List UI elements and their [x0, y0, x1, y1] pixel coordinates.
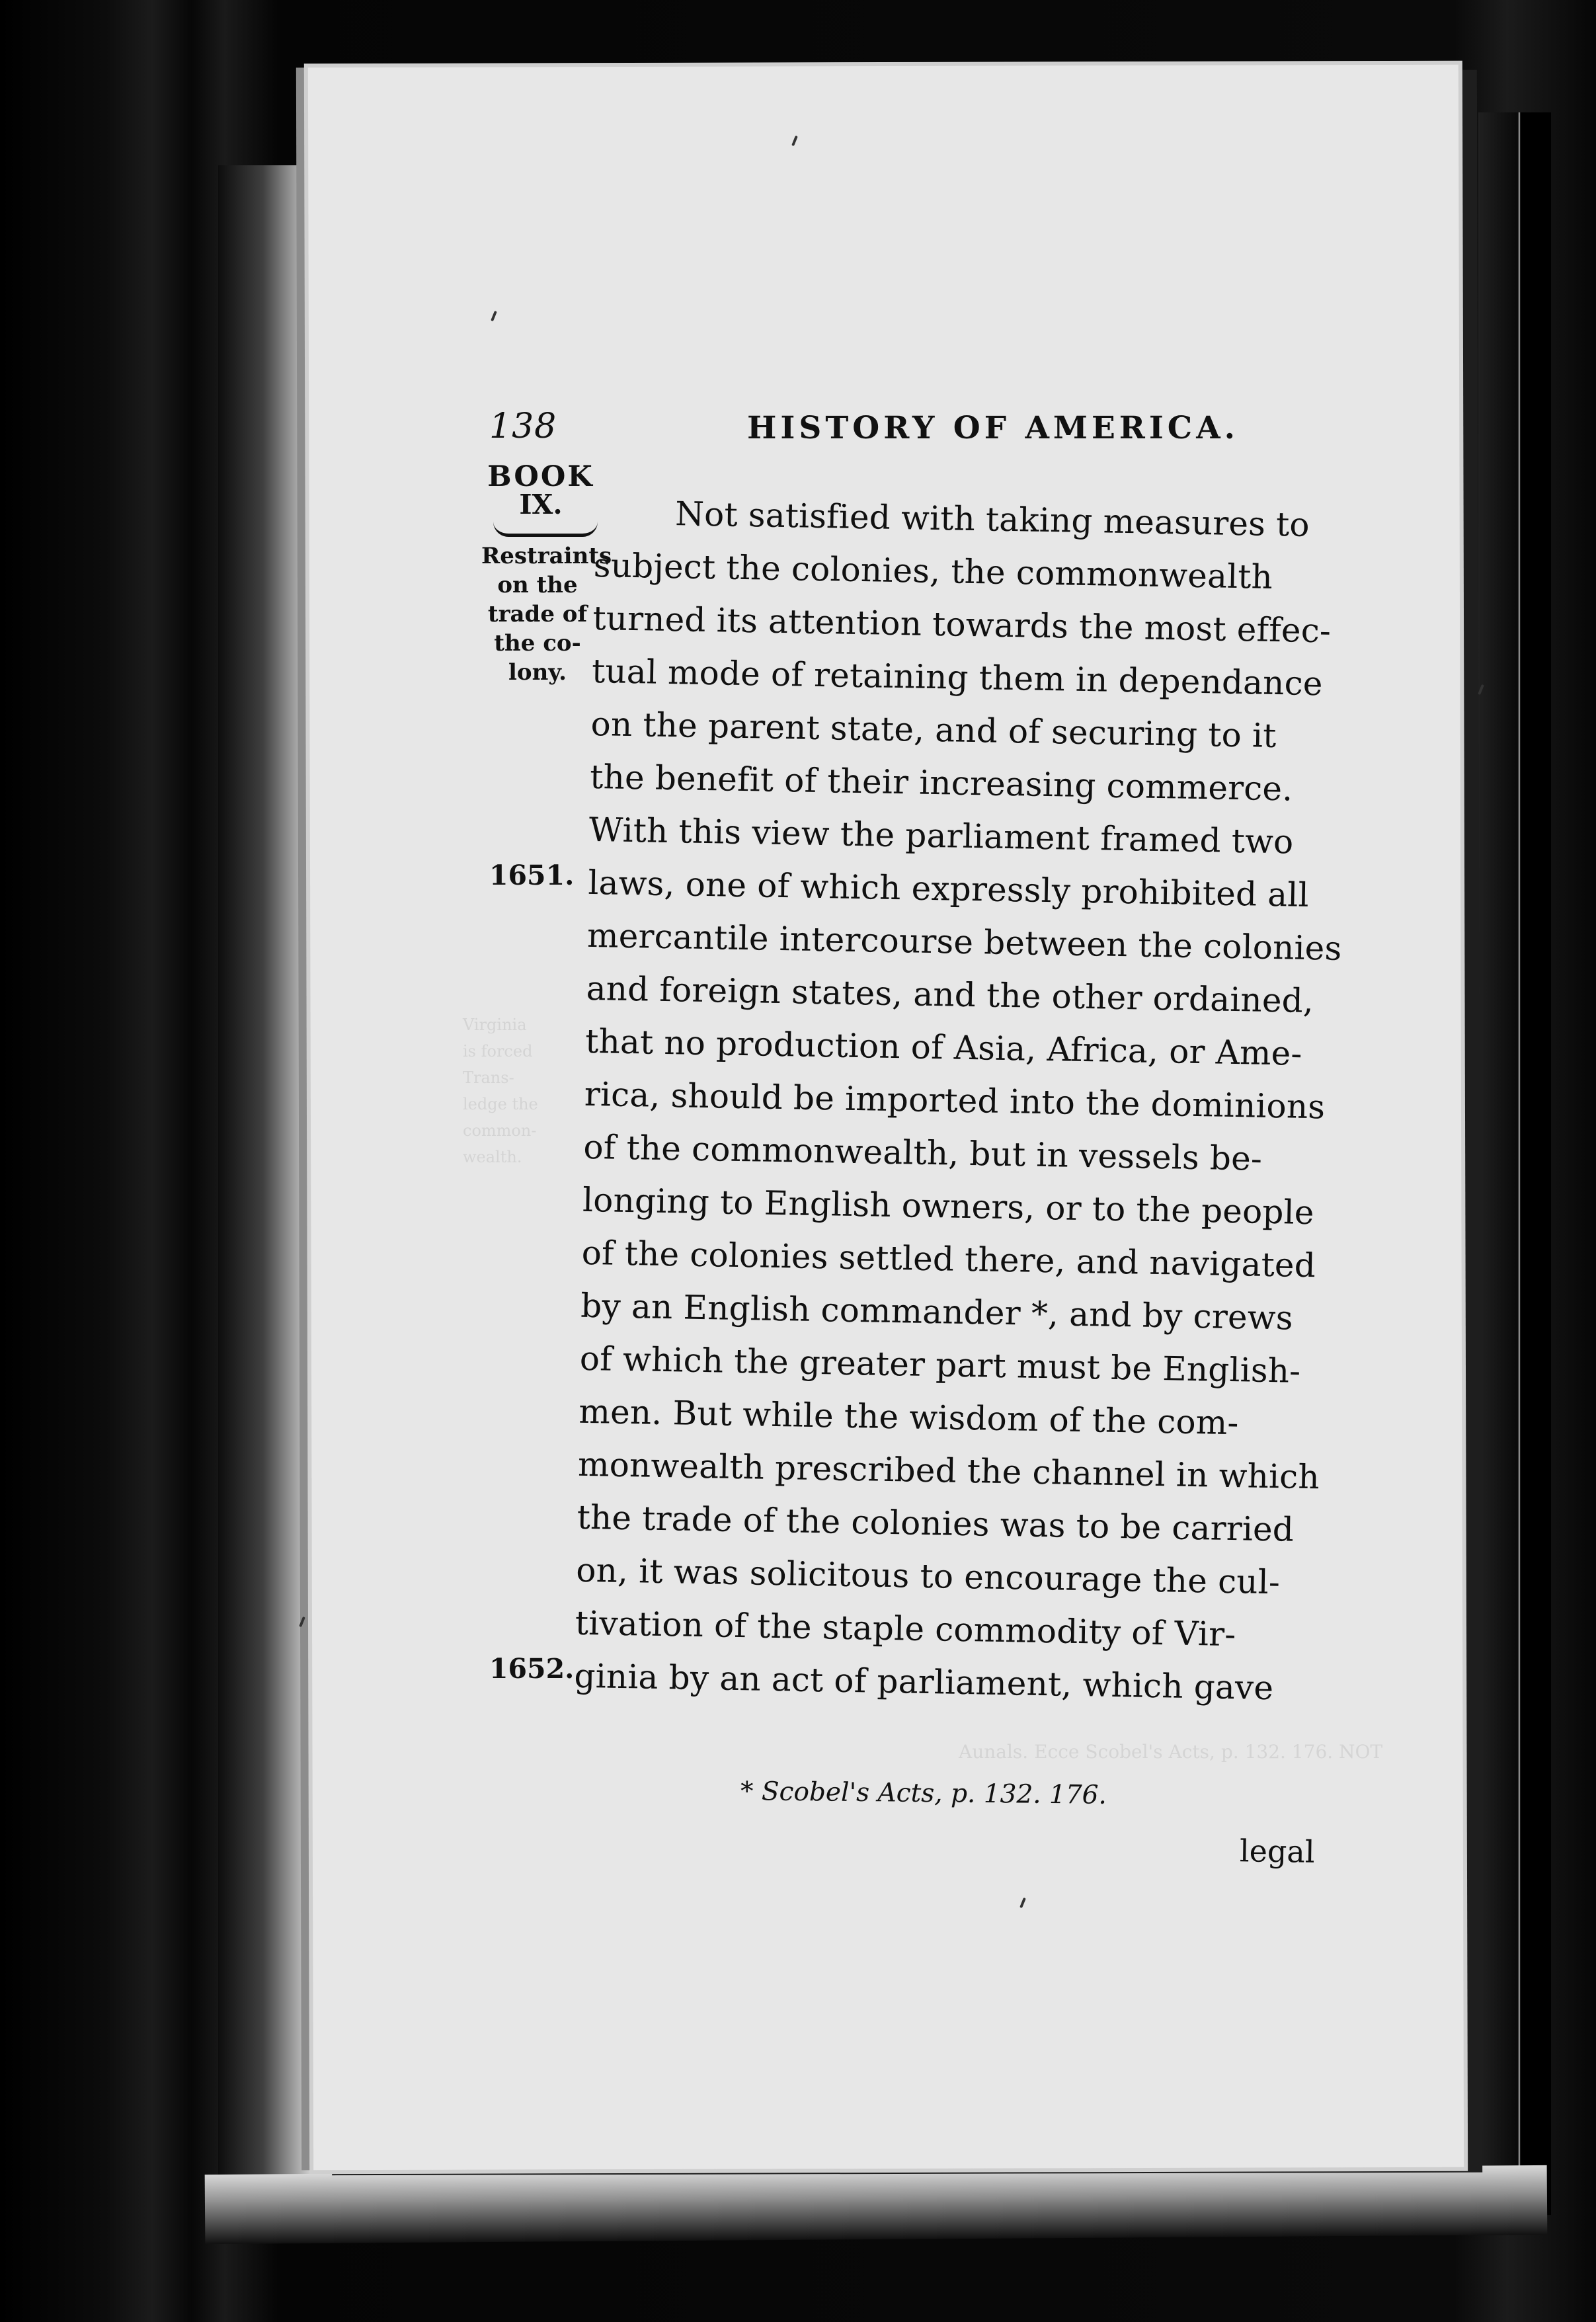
marginal-note [481, 541, 612, 687]
year-1651: 1651. [489, 860, 575, 891]
bleedthrough-text-right: Aunals. Ecce Scobel's Acts, p. 132. 176. NOT [959, 1741, 1383, 1763]
text-line: on the parent state, and of securing to it [590, 704, 1277, 756]
text-line: of the colonies settled there, and navigated [581, 1233, 1316, 1285]
text-line: Not satisfied with taking measures to [674, 495, 1310, 544]
text-line: on, it was solicitous to encourage the cul- [575, 1550, 1281, 1602]
text-line: mercantile intercourse between the colonies [586, 916, 1342, 968]
text-line: and foreign states, and the other ordained, [586, 969, 1314, 1021]
marginal-note-line: lony. [508, 659, 567, 686]
text-line: turned its attention towards the most effec- [592, 598, 1332, 651]
text-line: subject the colonies, the commonwealth [593, 545, 1273, 596]
running-title: HISTORY OF AMERICA. [747, 410, 1240, 446]
text-line: tual mode of retaining them in dependance [591, 651, 1324, 703]
text-line: men. But while the wisdom of the com- [579, 1392, 1240, 1443]
text-line: ginia by an act of parliament, which gave [574, 1656, 1274, 1708]
text-line: of which the greater part must be English- [579, 1339, 1301, 1390]
year-1652: 1652. [489, 1653, 575, 1685]
left-page-edge [218, 165, 317, 2182]
text-line: monwealth prescribed the channel in which [577, 1445, 1320, 1497]
marginal-note-line: on the [497, 572, 578, 598]
text-line: longing to English owners, or to the people [582, 1180, 1315, 1232]
text-line: by an English commander *, and by crews [580, 1286, 1294, 1338]
text-line: laws, one of which expressly prohibited all [588, 863, 1310, 914]
text-line: tivation of the staple commodity of Vir- [575, 1603, 1236, 1654]
marginal-note-line: the co- [494, 630, 581, 657]
catchword: legal [1239, 1833, 1315, 1870]
bottom-page-edge [205, 2165, 1548, 2244]
marginal-note-line: Restraints [481, 543, 612, 569]
book-number: IX. [519, 489, 563, 520]
text-line: the trade of the colonies was to be carried [577, 1498, 1295, 1549]
brace-divider [493, 522, 598, 537]
text-line: rica, should be imported into the dominions [584, 1074, 1326, 1127]
text-line: of the commonwealth, but in vessels be- [583, 1127, 1263, 1178]
right-page-edge [1478, 112, 1551, 2215]
main-text [574, 486, 1375, 1716]
book-label: BOOK [487, 460, 594, 493]
text-line: the benefit of their increasing commerce. [589, 757, 1293, 809]
bleedthrough-text-left: Virginia is forced Trans- ledge the common- wealth. [463, 1016, 538, 1166]
text-line: With this view the parliament framed two [588, 810, 1294, 861]
margin-sidebar [481, 460, 612, 687]
marginal-note-line: trade of [487, 601, 588, 627]
footnote: * Scobel's Acts, p. 132. 176. [740, 1777, 1107, 1810]
running-head [489, 403, 1302, 463]
text-line: that no production of Asia, Africa, or Ame- [584, 1021, 1303, 1073]
page-number: 138 [489, 407, 557, 446]
